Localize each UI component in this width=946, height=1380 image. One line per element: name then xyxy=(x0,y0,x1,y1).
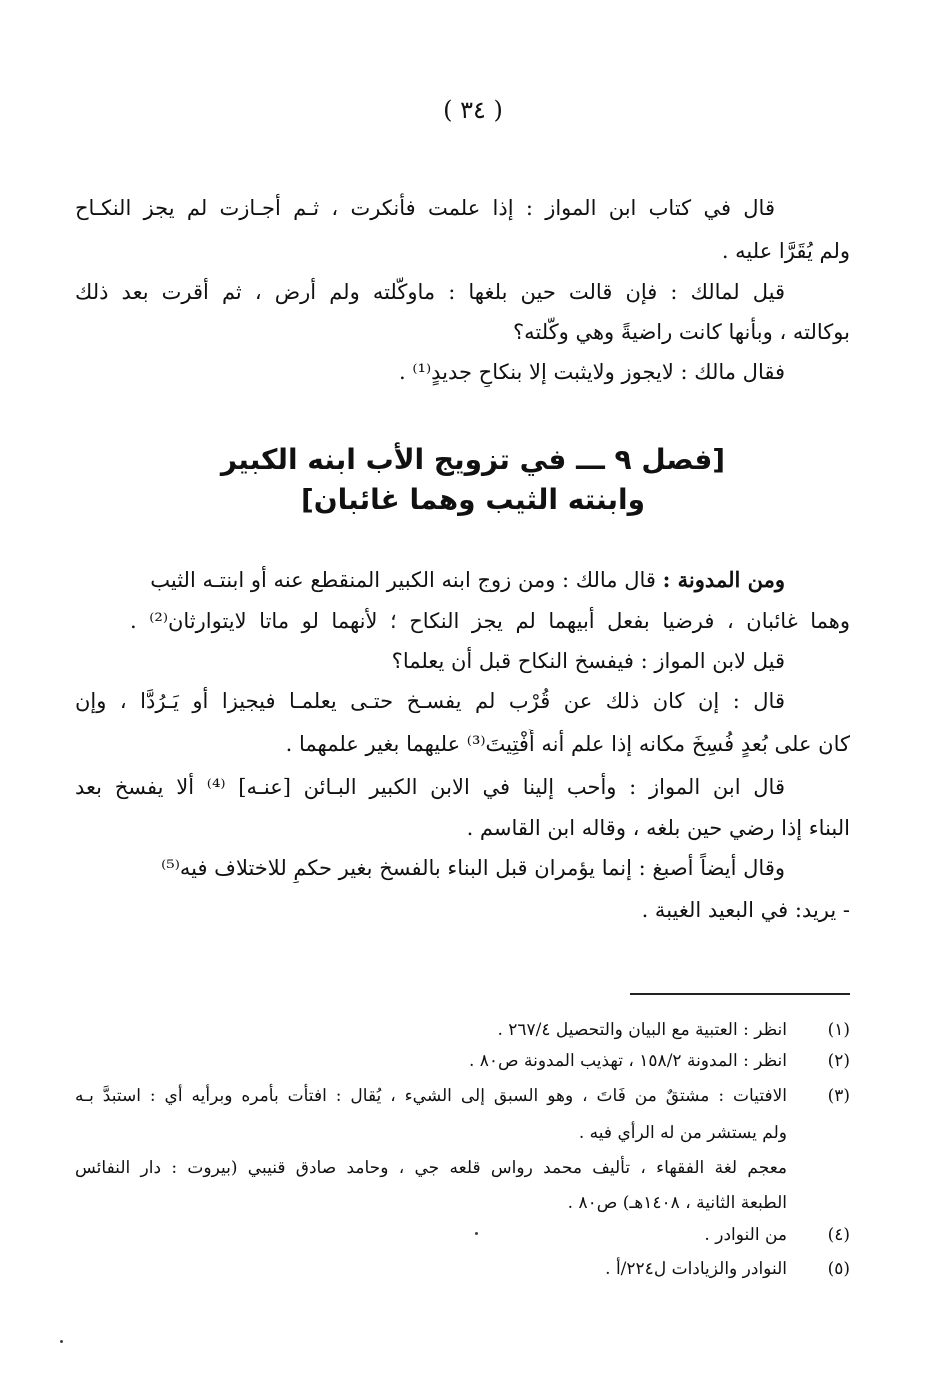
footnote-2-number: (٢) xyxy=(827,1051,850,1071)
footnote-3-line-4: الطبعة الثانية ، ١٤٠٨هـ) ص٨٠ . xyxy=(567,1193,787,1213)
paragraph-7-line-1: وقال أيضاً أصبغ : إنما يؤمران قبل البناء بالفسخ بغير حكمٍ للاختلاف فيه⁽⁵⁾ xyxy=(161,856,785,880)
footnote-4-text: من النوادر . xyxy=(704,1225,787,1245)
paragraph-3-line-1 xyxy=(75,565,785,595)
paragraph-3-line-2: وهما غائبان ، فرضيا بفعل أبيهما لم يجز النكاح ؛ لأنهما لو ماتا لايتوارثان⁽²⁾ . xyxy=(130,609,850,633)
paragraph-6-line-1: قال ابن المواز : وأحب إلينا في الابن الكبير البـائن [عنـه] ⁽⁴⁾ ألا يفسخ بعد xyxy=(75,775,785,799)
footnote-4-number: (٤) xyxy=(827,1225,850,1245)
footnote-1-text: انظر : العتبية مع البيان والتحصيل ٢٦٧/٤ . xyxy=(497,1020,787,1040)
footnote-3-line-2: ولم يستشر من له الرأي فيه . xyxy=(578,1123,787,1143)
paragraph-2-line-2: بوكالته ، وبأنها كانت راضيةً وهي وكّلته؟ xyxy=(512,320,850,344)
paragraph-3-line-1-text: قال مالك : ومن زوج ابنه الكبير المنقطع عنه أو ابنتـه الثيب xyxy=(150,568,656,592)
paragraph-6-line-2: البناء إذا رضي حين بلغه ، وقاله ابن القاسم . xyxy=(466,816,850,840)
footnote-5-number: (٥) xyxy=(827,1259,850,1279)
paragraph-2-line-1: قيل لمالك : فإن قالت حين بلغها : ماوكّلته ولم أرض ، ثم أقرت بعد ذلك xyxy=(75,280,785,304)
page-number: ( ٣٤ ) xyxy=(443,96,503,124)
paragraph-2-line-3: فقال مالك : لايجوز ولايثبت إلا بنكاحٍ جديدٍ⁽¹⁾ . xyxy=(399,360,785,384)
footnote-2-text: انظر : المدونة ١٥٨/٢ ، تهذيب المدونة ص٨٠ . xyxy=(468,1051,787,1071)
source-label: ومن المدونة : xyxy=(662,567,785,592)
scan-speck xyxy=(475,1232,478,1235)
footnote-1-number: (١) xyxy=(827,1020,850,1040)
footnote-separator xyxy=(630,993,850,995)
section-heading-line-1: [فصل ٩ ـــ في تزويج الأب ابنه الكبير xyxy=(220,443,726,476)
paragraph-1-line-1: قال في كتاب ابن المواز : إذا علمت فأنكرت ، ثـم أجـازت لم يجز النكـاح xyxy=(75,196,775,220)
paragraph-5-line-2: كان على بُعدٍ فُسِخَ مكانه إذا علم أنه أُفْتِيتَ⁽³⁾ عليهما بغير علمهما . xyxy=(285,732,850,756)
paragraph-5-line-1: قال : إن كان ذلك عن قُرْب لم يفسـخ حتـى يعلمـا فيجيزا أو يَـرُدَّا ، وإن xyxy=(75,689,785,713)
paragraph-7-line-2: - يريد: في البعيد الغيبة . xyxy=(641,898,850,922)
footnote-3-line-1: الافتيات : مشتقٌ من فَاتَ ، وهو السبق إلى الشيء ، يُقال : افتأت بأمره وبرأيه أي : استبدَّ بـه xyxy=(75,1086,787,1106)
footnote-3-line-3: معجم لغة الفقهاء ، تأليف محمد رواس قلعه جي ، وحامد صادق قنيبي (بيروت : دار النفائس xyxy=(75,1158,787,1178)
footnote-5-text: النوادر والزيادات ل٢٢٤/أ . xyxy=(605,1259,787,1279)
scan-speck xyxy=(60,1340,63,1343)
section-heading-line-2: وابنته الثيب وهما غائبان] xyxy=(300,483,646,516)
footnote-3-number: (٣) xyxy=(827,1086,850,1106)
paragraph-4-line-1: قيل لابن المواز : فيفسخ النكاح قبل أن يعلما؟ xyxy=(391,649,785,673)
paragraph-1-line-2: ولم يُقَرَّا عليه . xyxy=(721,239,850,263)
